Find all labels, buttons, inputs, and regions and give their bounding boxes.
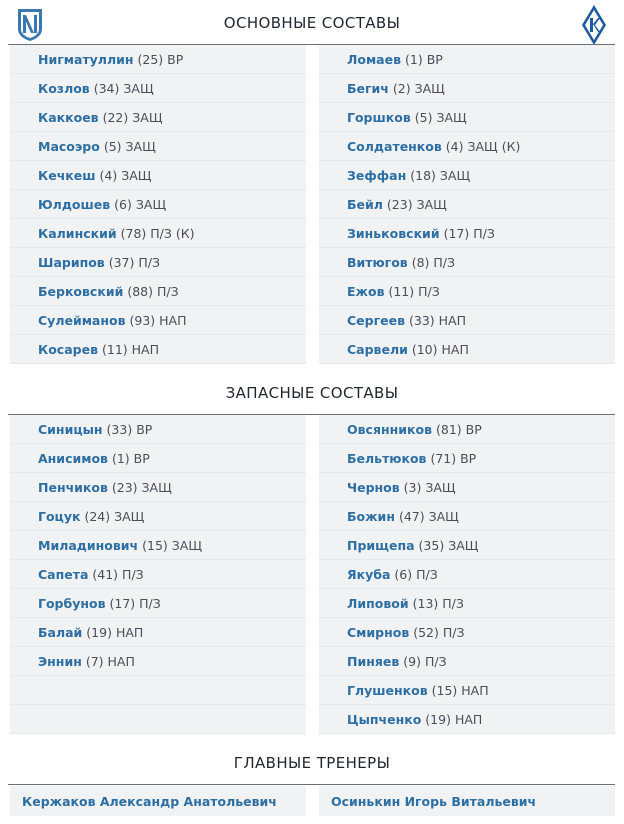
player-position: НАП (461, 682, 489, 698)
player-number: (88) (127, 283, 154, 299)
player-row (319, 161, 615, 190)
starters-section-title: ОСНОВНЫЕ СОСТАВЫ (223, 14, 401, 32)
player-name-link[interactable]: Прищепа (347, 537, 415, 553)
player-number: (41) (92, 566, 119, 582)
player-name-link[interactable]: Зиньковский (347, 225, 440, 241)
player-number: (47) (398, 508, 425, 524)
player-row (10, 531, 306, 560)
player-position: П/З (138, 254, 160, 270)
player-row (10, 306, 306, 335)
player-name-link[interactable]: Цыпченко (347, 711, 422, 727)
player-row (319, 132, 615, 161)
player-row (319, 415, 615, 444)
player-row (10, 444, 306, 473)
player-number: (37) (108, 254, 135, 270)
player-number: (19) (86, 624, 112, 640)
player-number: (5) (414, 109, 433, 125)
player-position: ЗАЩ (414, 80, 445, 96)
player-position: ЗАЩ (114, 508, 145, 524)
subs-section-title: ЗАПАСНЫЕ СОСТАВЫ (225, 384, 399, 402)
player-name-link[interactable]: Миладинович (38, 537, 139, 553)
player-name-link[interactable]: Бельтюков (347, 450, 427, 466)
player-number: (11) (388, 283, 415, 299)
player-row (319, 647, 615, 676)
player-row (10, 74, 306, 103)
player-name-link[interactable]: Масоэро (38, 138, 100, 154)
player-number: (17) (109, 595, 136, 611)
player-position: ЗАЩ (416, 196, 447, 212)
player-number: (81) (435, 421, 462, 437)
player-position: НАП (107, 653, 135, 669)
player-number: (8) (411, 254, 430, 270)
player-row (10, 647, 306, 676)
player-number: (93) (129, 312, 156, 328)
player-number: (33) (106, 421, 133, 437)
player-row (319, 219, 615, 248)
player-row (319, 45, 615, 74)
player-row (10, 618, 306, 647)
player-name-link[interactable]: Юлдошев (38, 196, 111, 212)
player-position: ВР (133, 450, 150, 466)
player-name-link[interactable]: Косарев (38, 341, 98, 357)
coaches-divider (8, 784, 615, 785)
player-number: (7) (85, 653, 104, 669)
player-row (319, 473, 615, 502)
player-position: ВР (460, 450, 477, 466)
player-row (319, 306, 615, 335)
player-name-link[interactable]: Горбунов (38, 595, 106, 611)
player-name-link[interactable]: Балай (38, 624, 83, 640)
player-row (319, 705, 615, 734)
player-name-link[interactable]: Пиняев (347, 653, 400, 669)
player-number: (2) (392, 80, 411, 96)
player-name-link[interactable]: Каккоев (38, 109, 99, 125)
player-name-link[interactable]: Синицын (38, 421, 103, 437)
player-position: ЗАЩ (123, 80, 154, 96)
player-row (319, 190, 615, 219)
player-name-link[interactable]: Сапета (38, 566, 89, 582)
player-number: (23) (386, 196, 413, 212)
player-position: ЗАЩ (436, 109, 467, 125)
player-name-link[interactable]: Козлов (38, 80, 90, 96)
player-number: (78) (120, 225, 147, 241)
player-position: ЗАЩ (132, 109, 163, 125)
player-row (319, 589, 615, 618)
player-number: (4) (445, 138, 464, 154)
player-row (10, 560, 306, 589)
player-row (10, 248, 306, 277)
player-name-link[interactable]: Витюгов (347, 254, 408, 270)
away-starters-list (319, 45, 615, 364)
player-number: (3) (403, 479, 422, 495)
player-position: П/З (442, 624, 465, 640)
player-position: НАП (438, 312, 466, 328)
player-name-link[interactable]: Нигматуллин (38, 51, 134, 67)
player-name-link[interactable]: Берковский (38, 283, 124, 299)
player-position: НАП (115, 624, 144, 640)
player-name-link[interactable]: Бегич (347, 80, 389, 96)
player-name-link[interactable]: Овсянников (347, 421, 432, 437)
player-row (10, 277, 306, 306)
empty-row (10, 705, 306, 734)
player-row (319, 277, 615, 306)
player-name-link[interactable]: Божин (347, 508, 395, 524)
player-name-link[interactable]: Пенчиков (38, 479, 108, 495)
player-name-link[interactable]: Калинский (38, 225, 117, 241)
player-position: ЗАЩ (121, 167, 152, 183)
player-position: ЗАЩ (141, 479, 172, 495)
player-row (319, 676, 615, 705)
player-position: ЗАЩ (425, 479, 456, 495)
player-number: (19) (425, 711, 451, 727)
player-row (10, 132, 306, 161)
player-position: ЗАЩ (428, 508, 459, 524)
player-row (319, 444, 615, 473)
player-name-link[interactable]: Сулейманов (38, 312, 126, 328)
player-number: (15) (431, 682, 458, 698)
player-name-link[interactable]: Горшков (347, 109, 411, 125)
player-name-link[interactable]: Гоцук (38, 508, 81, 524)
away-subs-list (319, 415, 615, 734)
player-row (10, 219, 306, 248)
player-name-link[interactable]: Сарвели (347, 341, 408, 357)
player-position: П/З (416, 566, 438, 582)
player-position: ВР (136, 421, 153, 437)
player-row (10, 473, 306, 502)
player-position: ЗАЩ (439, 167, 471, 183)
player-number: (15) (142, 537, 168, 553)
player-row (10, 45, 306, 74)
player-number: (10) (411, 341, 438, 357)
player-row (319, 335, 615, 364)
player-row (319, 502, 615, 531)
home-starters-list (10, 45, 306, 364)
player-name-link[interactable]: Шарипов (38, 254, 105, 270)
player-row (10, 502, 306, 531)
player-row (10, 335, 306, 364)
player-name-link[interactable]: Ломаев (347, 51, 402, 67)
player-number: (71) (430, 450, 457, 466)
player-position: ВР (465, 421, 482, 437)
player-name-link[interactable]: Смирнов (347, 624, 410, 640)
player-position: П/З (442, 595, 464, 611)
player-number: (34) (93, 80, 120, 96)
player-position: НАП (131, 341, 159, 357)
player-name-link[interactable]: Липовой (347, 595, 409, 611)
player-name-link[interactable]: Кечкеш (38, 167, 96, 183)
player-number: (1) (111, 450, 130, 466)
player-position: ЗАЩ (К) (467, 138, 521, 154)
player-row (319, 618, 615, 647)
coaches-section-title: ГЛАВНЫЕ ТРЕНЕРЫ (233, 754, 391, 772)
player-number: (13) (412, 595, 439, 611)
player-number: (5) (103, 138, 122, 154)
player-position: П/З (К) (150, 225, 195, 241)
player-row (319, 560, 615, 589)
player-position: П/З (418, 283, 440, 299)
player-position: П/З (433, 254, 456, 270)
player-name-link[interactable]: Солдатенков (347, 138, 442, 154)
player-number: (22) (102, 109, 129, 125)
player-number: (33) (408, 312, 435, 328)
player-number: (18) (410, 167, 436, 183)
player-name-link[interactable]: Анисимов (38, 450, 108, 466)
player-number: (23) (111, 479, 138, 495)
player-position: П/З (157, 283, 179, 299)
player-number: (35) (418, 537, 445, 553)
player-row (319, 248, 615, 277)
player-number: (24) (84, 508, 111, 524)
player-number: (52) (413, 624, 439, 640)
player-row (10, 103, 306, 132)
player-row (319, 531, 615, 560)
player-name-link[interactable]: Якуба (347, 566, 391, 582)
player-position: НАП (159, 312, 187, 328)
home-coach-name[interactable]: Кержаков Александр Анатольевич (10, 786, 306, 816)
player-number: (6) (114, 196, 132, 212)
player-number: (9) (403, 653, 421, 669)
player-position: ЗАЩ (171, 537, 203, 553)
player-position: ЗАЩ (125, 138, 156, 154)
player-row (10, 415, 306, 444)
player-name-link[interactable]: Эннин (38, 653, 82, 669)
player-name-link[interactable]: Зеффан (347, 167, 407, 183)
player-position: ВР (167, 51, 184, 67)
player-position: П/З (122, 566, 144, 582)
home-subs-list (10, 415, 306, 734)
player-position: НАП (441, 341, 469, 357)
empty-row (10, 676, 306, 705)
player-position: ЗАЩ (135, 196, 167, 212)
player-name-link[interactable]: Сергеев (347, 312, 405, 328)
player-position: ВР (426, 51, 443, 67)
player-row (319, 74, 615, 103)
player-position: НАП (454, 711, 483, 727)
away-coach-name[interactable]: Осинькин Игорь Витальевич (319, 786, 615, 816)
player-number: (4) (99, 167, 118, 183)
player-row (10, 589, 306, 618)
player-row (10, 190, 306, 219)
player-position: П/З (139, 595, 161, 611)
player-position: ЗАЩ (448, 537, 479, 553)
player-number: (6) (394, 566, 413, 582)
player-number: (25) (137, 51, 164, 67)
player-row (319, 103, 615, 132)
player-name-link[interactable]: Ежов (347, 283, 385, 299)
player-number: (17) (443, 225, 470, 241)
player-name-link[interactable]: Глушенков (347, 682, 428, 698)
player-position: П/З (424, 653, 447, 669)
player-number: (11) (101, 341, 128, 357)
player-position: П/З (473, 225, 495, 241)
player-name-link[interactable]: Бейл (347, 196, 383, 212)
player-row (10, 161, 306, 190)
player-number: (1) (405, 51, 423, 67)
player-name-link[interactable]: Чернов (347, 479, 400, 495)
